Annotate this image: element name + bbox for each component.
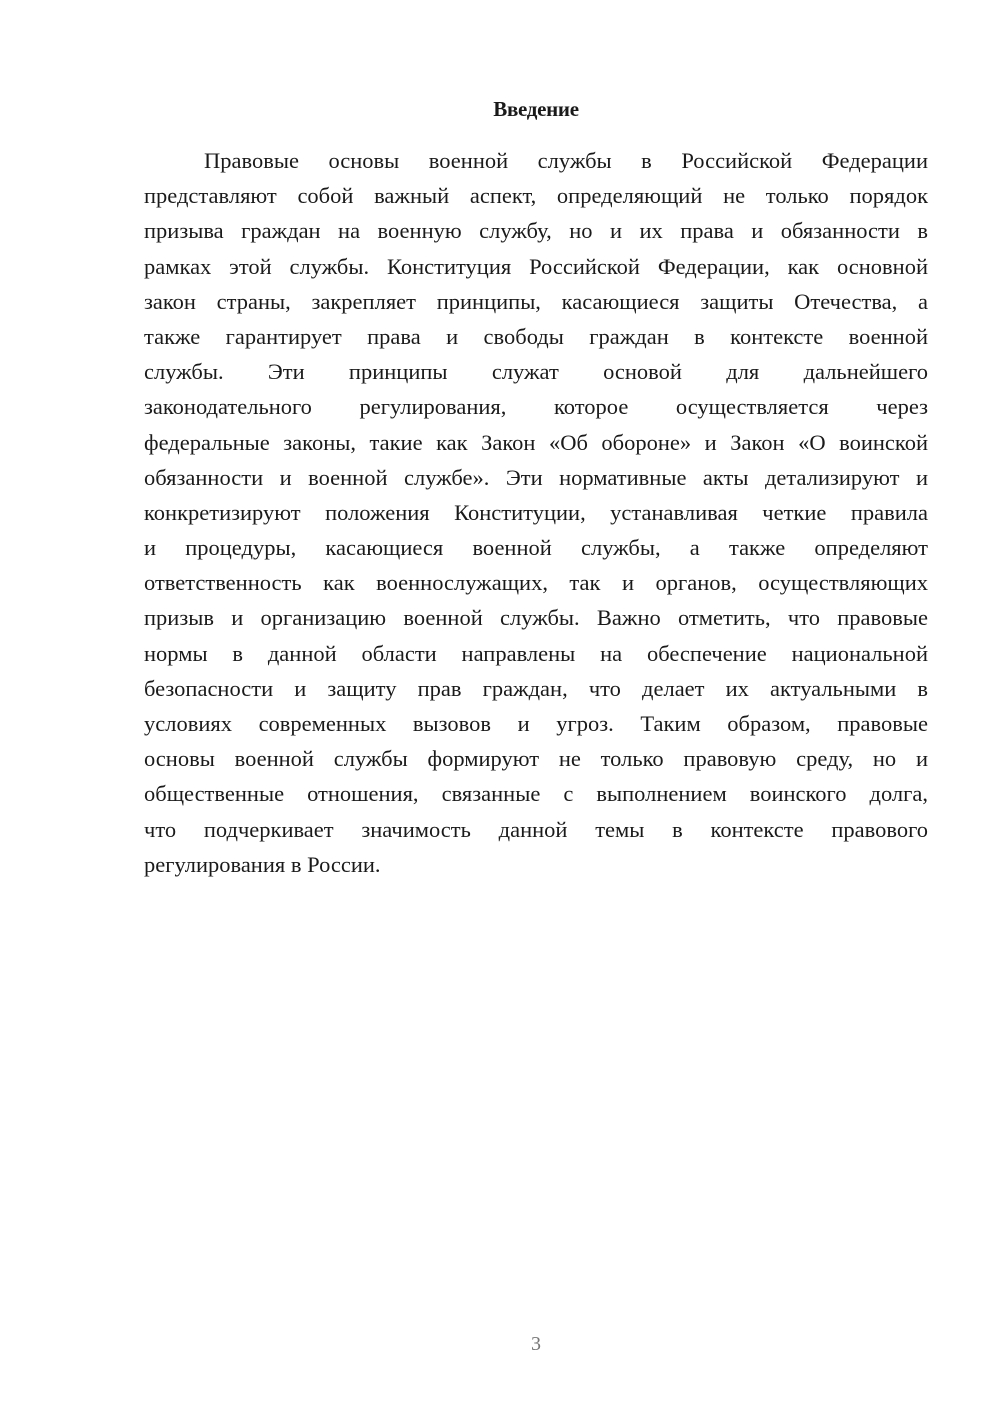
paragraph-line: службы. Эти принципы служат основой для дальнейшего bbox=[144, 359, 928, 385]
paragraph-line: общественные отношения, связанные с выполнением воинского долга, bbox=[144, 781, 928, 807]
paragraph-line: и процедуры, касающиеся военной службы, а также определяют bbox=[144, 535, 928, 561]
paragraph-line: призыв и организацию военной службы. Важно отметить, что правовые bbox=[144, 605, 928, 631]
paragraph-line: закон страны, закрепляет принципы, касающиеся защиты Отечества, а bbox=[144, 288, 928, 314]
paragraph-line: Правовые основы военной службы в Российской Федерации bbox=[204, 148, 928, 173]
paragraph-line: безопасности и защиту прав граждан, что делает их актуальными в bbox=[144, 675, 928, 701]
page-number: 3 bbox=[531, 1333, 541, 1355]
paragraph-line: ответственность как военнослужащих, так и органов, осуществляющих bbox=[144, 570, 928, 596]
paragraph-line: нормы в данной области направлены на обеспечение национальной bbox=[144, 640, 928, 666]
body-paragraph bbox=[144, 143, 928, 882]
paragraph-line: представляют собой важный аспект, определяющий не только порядок bbox=[144, 183, 928, 209]
paragraph-line: основы военной службы формируют не только правовую среду, но и bbox=[144, 746, 928, 772]
paragraph-line: регулирования в России. bbox=[144, 851, 381, 877]
paragraph-line: призыва граждан на военную службу, но и их права и обязанности в bbox=[144, 218, 928, 244]
paragraph-line: также гарантирует права и свободы граждан в контексте военной bbox=[144, 323, 928, 349]
paragraph-line: рамках этой службы. Конституция Российской Федерации, как основной bbox=[144, 253, 928, 279]
section-heading: Введение bbox=[493, 97, 579, 121]
paragraph-line: что подчеркивает значимость данной темы в контексте правового bbox=[144, 816, 928, 842]
paragraph-line: обязанности и военной службе». Эти нормативные акты детализируют и bbox=[144, 464, 928, 490]
paragraph-line: конкретизируют положения Конституции, устанавливая четкие правила bbox=[144, 499, 928, 525]
paragraph-line: законодательного регулирования, которое осуществляется через bbox=[144, 394, 928, 420]
paragraph-line: федеральные законы, такие как Закон «Об обороне» и Закон «О воинской bbox=[144, 429, 928, 455]
paragraph-line: условиях современных вызовов и угроз. Таким образом, правовые bbox=[144, 711, 928, 736]
